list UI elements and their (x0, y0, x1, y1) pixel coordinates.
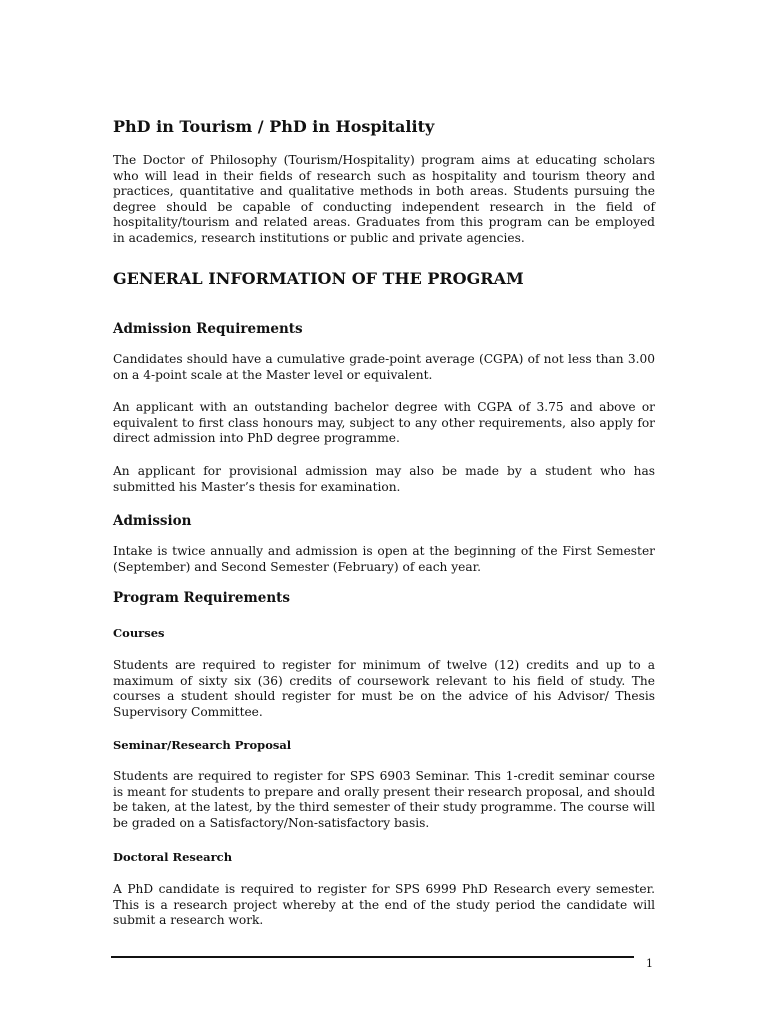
courses-paragraph: Students are required to register for minimum of twelve (12) credits and up to a maximum of sixty six (36) credits of coursework relevant to his field of study. The courses a student should register for must be on the advice of his Advisor/ Thesis Supervisory Committee. (113, 658, 655, 719)
doctoral-research-paragraph: A PhD candidate is required to register for SPS 6999 PhD Research every semester. This is a research project whereby at the end of the study period the candidate will submit a research work. (113, 882, 655, 927)
intro-paragraph: The Doctor of Philosophy (Tourism/Hospitality) program aims at educating scholars who will lead in their fields of research such as hospitality and tourism theory and practices, quantitative and qualitative methods in both areas. Students pursuing the degree should be capable of conducting independent research in the field of hospitality/tourism and related areas. Graduates from this program can be employed in academics, research institutions or public and private agencies. (113, 153, 655, 245)
general-information-heading: GENERAL INFORMATION OF THE PROGRAM (113, 269, 524, 288)
admission-heading: Admission (113, 513, 192, 529)
footer-divider (111, 956, 634, 958)
admission-requirements-paragraph-3: An applicant for provisional admission may also be made by a student who has submitted his Master’s thesis for examination. (113, 464, 655, 494)
seminar-heading: Seminar/Research Proposal (113, 738, 292, 752)
seminar-paragraph: Students are required to register for SPS 6903 Seminar. This 1-credit seminar course is meant for students to prepare and orally present their research proposal, and should be taken, at the latest, by the third semester of their study programme. The course will be graded on a Satisfactory/Non-satisfactory basis. (113, 769, 655, 830)
admission-paragraph: Intake is twice annually and admission is open at the beginning of the First Semester (September) and Second Semester (February) of each year. (113, 544, 655, 574)
page-number: 1 (646, 957, 653, 970)
doctoral-research-heading: Doctoral Research (113, 850, 233, 864)
admission-requirements-paragraph-2: An applicant with an outstanding bachelor degree with CGPA of 3.75 and above or equivalent to first class honours may, subject to any other requirements, also apply for direct admission into PhD degree programme. (113, 400, 655, 445)
admission-requirements-heading: Admission Requirements (113, 321, 303, 337)
program-requirements-heading: Program Requirements (113, 590, 290, 606)
courses-heading: Courses (113, 626, 165, 640)
document-title: PhD in Tourism / PhD in Hospitality (113, 117, 435, 136)
admission-requirements-paragraph-1: Candidates should have a cumulative grade-point average (CGPA) of not less than 3.00 on a 4-point scale at the Master level or equivalent. (113, 352, 655, 382)
